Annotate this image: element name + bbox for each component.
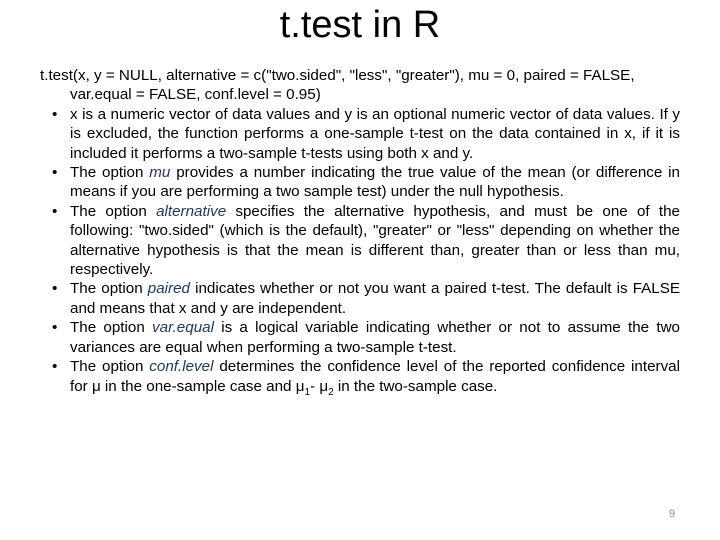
bullet-text-post: is a logical variable indicating whether or not to assume the two variances are equal when performing a two-sample t-test. bbox=[70, 319, 680, 356]
bullet-text-post: specifies the alternative hypothesis, and must be one of the following: "two.sided" (which is the default), "greater" or "less" depending on whether the alternative hypothesis is that the mean is different than, greater than or less than mu, respectively. bbox=[70, 202, 680, 279]
bullet-icon: • bbox=[52, 105, 58, 123]
bullet-icon: • bbox=[52, 319, 58, 337]
bullet-text-post: indicates whether or not you want a paired t-test. The default is FALSE and means that x and y are independent. bbox=[70, 280, 680, 317]
subscript-2: 2 bbox=[328, 386, 334, 398]
bullet-item-mu bbox=[40, 163, 680, 202]
bullet-item-x-y bbox=[40, 105, 680, 163]
function-signature: t.test(x, y = NULL, alternative = c("two.sided", "less", "greater"), mu = 0, paired = FALSE, var.equal = FALSE, conf.level = 0.95) bbox=[40, 67, 635, 104]
page-number: 9 bbox=[668, 508, 676, 520]
subscript-1: 1 bbox=[304, 386, 311, 398]
bullet-item-conf-level bbox=[40, 357, 680, 396]
bullet-text-post: determines the confidence level of the reported confidence interval for μ in the one-sample case and μ bbox=[70, 358, 680, 395]
bullet-text-tail: in the two-sample case. bbox=[333, 377, 498, 395]
option-name: mu bbox=[149, 164, 171, 182]
slide-title: t.test in R bbox=[279, 4, 441, 46]
slide-body bbox=[40, 66, 680, 396]
bullet-text-pre: The option bbox=[70, 319, 153, 337]
option-name: alternative bbox=[156, 202, 227, 220]
bullet-icon: • bbox=[52, 280, 58, 298]
bullet-text-post: provides a number indicating the true value of the mean (or difference in means if you are performing a two sample test) under the null hypothesis. bbox=[70, 164, 680, 201]
bullet-text-pre: The option bbox=[70, 280, 148, 298]
bullet-text-mid: - μ bbox=[310, 377, 329, 395]
bullet-item-alternative bbox=[40, 202, 680, 280]
bullet-text-pre: The option bbox=[70, 164, 150, 182]
bullet-icon: • bbox=[52, 164, 58, 182]
bullet-item-var-equal bbox=[40, 318, 680, 357]
bullet-text: x is a numeric vector of data values and y is an optional numeric vector of data values. If y is excluded, the function performs a one-sample t-test on the data contained in x, if it is included it performs a two-sample t-tests using both x and y. bbox=[70, 105, 680, 162]
option-name: var.equal bbox=[152, 319, 214, 337]
bullet-text-pre: The option bbox=[70, 202, 157, 220]
bullet-icon: • bbox=[52, 358, 58, 376]
option-name: paired bbox=[147, 280, 190, 298]
bullet-item-paired bbox=[40, 279, 680, 318]
bullet-icon: • bbox=[52, 202, 58, 220]
bullet-text-pre: The option bbox=[70, 358, 150, 376]
bullet-list bbox=[40, 105, 680, 396]
option-name: conf.level bbox=[149, 358, 214, 376]
